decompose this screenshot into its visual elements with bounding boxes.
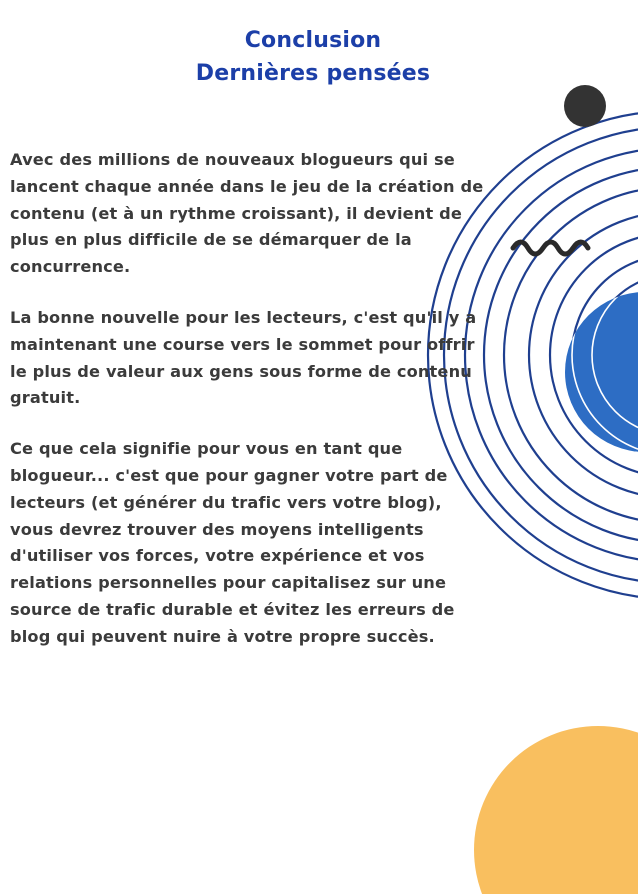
page-title: Conclusion (244, 28, 382, 53)
dark-disc (564, 85, 606, 127)
page-header (0, 24, 626, 90)
body-text (10, 147, 485, 675)
page-subtitle: Dernières pensées (195, 61, 431, 86)
paragraph-3: Ce que cela signifie pour vous en tant que blogueur... c'est que pour gagner votre part de lecteurs (et générer du trafic vers votre blog), vous devrez trouver des moyens intelligents d'utiliser vos forces, votre expérience et vos relations personnelles pour capitalisez sur une source de trafic durable et évitez les erreurs de blog qui peuvent nuire à votre propre succès. (10, 439, 455, 646)
paragraph-2: La bonne nouvelle pour les lecteurs, c'est qu'il y a maintenant une course vers le sommet pour offrir le plus de valeur aux gens sous forme de contenu gratuit. (10, 307, 477, 408)
orange-disc (474, 726, 638, 894)
paragraph-1: Avec des millions de nouveaux blogueurs qui se lancent chaque année dans le jeu de la création de contenu (et à un rythme croissant), il devient de plus en plus difficile de se démarquer de la concurrence. (10, 150, 484, 277)
